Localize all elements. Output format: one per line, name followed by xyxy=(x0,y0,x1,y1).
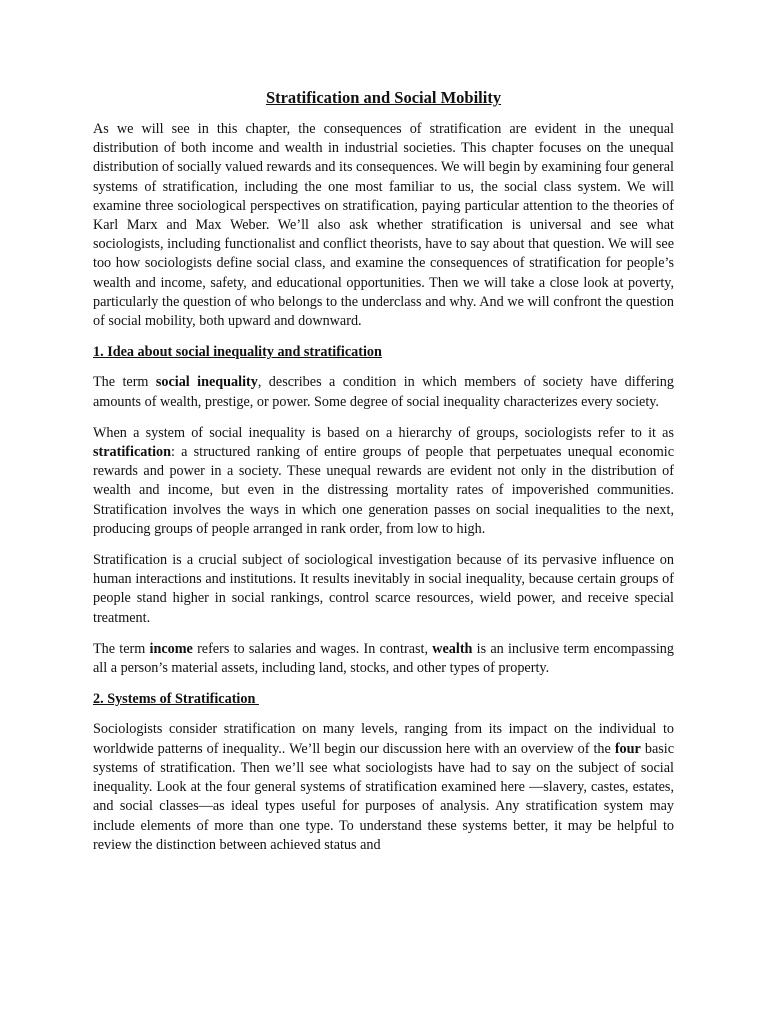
term-four: four xyxy=(614,740,641,757)
crucial-subject-paragraph: Stratification is a crucial subject of sociological investigation because of its pervasive influence on human interactions and institutions. It results inevitably in social inequality, because certain groups of people stand higher in social rankings, control scarce resources, wield power, and receive special treatment. xyxy=(93,552,674,626)
section-2-heading: 2. Systems of Stratification xyxy=(93,691,259,708)
text-run: basic systems of stratification. Then we’ll see what sociologists have had to say on the subject of social inequality. Look at the four general systems of stratification examined here —slavery, castes, estates, and social classes—as ideal types useful for purposes of analysis. Any stratification system may include elements of more than one type. To understand these systems better, it may be helpful to review the distinction between achieved status and xyxy=(93,740,675,853)
term-social-inequality: social inequality xyxy=(155,374,258,391)
page-title: Stratification and Social Mobility xyxy=(265,88,502,107)
systems-paragraph xyxy=(93,720,674,854)
section-1-heading: 1. Idea about social inequality and stratification xyxy=(93,344,382,361)
text-run: The term xyxy=(93,374,156,391)
term-wealth: wealth xyxy=(432,640,473,657)
intro-paragraph: As we will see in this chapter, the consequences of stratification are evident in the unequal distribution of both income and wealth in industrial societies. This chapter focuses on the unequal distribution of socially valued rewards and its consequences. We will begin by examining four general systems of stratification, including the one most familiar to us, the social class system. We will examine three sociological perspectives on stratification, paying particular attention to the theories of Karl Marx and Max Weber. We’ll also ask whether stratification is universal and see what sociologists, including functionalist and conflict theorists, have to say about that question. We will see too how sociologists define social class, and examine the consequences of stratification for people’s wealth and income, safety, and educational opportunities. Then we will take a close look at poverty, particularly the question of who belongs to the underclass and why. And we will confront the question of social mobility, both upward and downward. xyxy=(93,121,674,330)
text-run: : a structured ranking of entire groups of people that perpetuates unequal economic rewards and power in a society. These unequal rewards are evident not only in the distribution of wealth and income, but even in the distressing mortality rates of impoverished communities. Stratification involves the ways in which one generation passes on social inequalities to the next, producing groups of people arranged in rank order, from low to high. xyxy=(93,444,674,537)
stratification-paragraph xyxy=(93,424,674,539)
text-run: The term xyxy=(93,640,150,657)
text-run: Sociologists consider stratification on many levels, ranging from its impact on the individual to worldwide patterns of inequality.. We’ll begin our discussion here with an overview of the xyxy=(93,721,674,757)
term-stratification: stratification xyxy=(93,444,172,461)
social-inequality-paragraph xyxy=(93,373,674,411)
text-run: refers to salaries and wages. In contrast, xyxy=(192,640,433,657)
text-run: , describes a condition in which members of society have differing amounts of wealth, prestige, or power. Some degree of social inequality characterizes every society. xyxy=(93,374,674,410)
text-run: When a system of social inequality is based on a hierarchy of groups, sociologists refer to it as xyxy=(93,424,674,441)
term-income: income xyxy=(149,640,193,657)
text-run: is an inclusive term encompassing all a person’s material assets, including land, stocks, and other types of property. xyxy=(93,640,674,677)
income-wealth-paragraph xyxy=(93,640,674,678)
